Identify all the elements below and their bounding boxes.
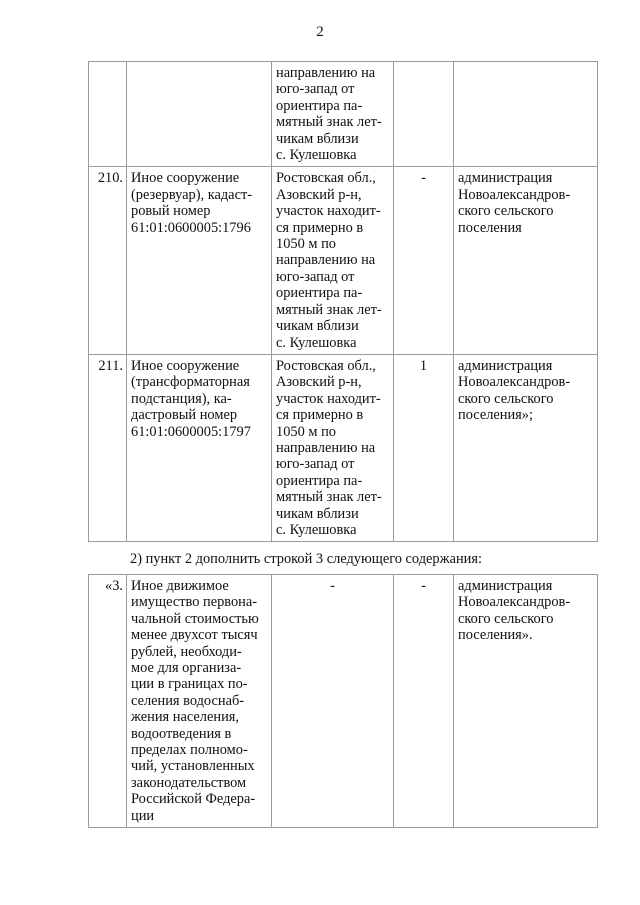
cell-line: 1050 м по [276, 236, 336, 253]
cell-line: направлению на [276, 65, 376, 81]
cell-line: поселения [458, 219, 522, 236]
cell-line: с. Кулешовка [276, 334, 357, 351]
address-cell [272, 167, 394, 354]
cell-line: чий, установленных [131, 758, 255, 775]
property-table-addition [88, 574, 598, 828]
cell-line: направлению на [276, 252, 376, 269]
cell-line: Ростовская обл., [276, 357, 376, 374]
cell-line: ции в границах по- [131, 676, 248, 693]
cell-line: Иное сооружение [131, 357, 240, 374]
cell-line: ции [131, 807, 155, 824]
cell-line: Иное сооружение [131, 170, 240, 187]
cell-line: администрация [458, 578, 553, 594]
cell-line: (трансформаторная [131, 374, 250, 391]
name-cell [127, 62, 272, 167]
row-number-cell [89, 62, 127, 167]
owner-cell [454, 62, 598, 167]
row-number-cell [89, 167, 127, 354]
cell-line: (резервуар), кадаст- [131, 186, 253, 203]
cell-line: юго-запад от [276, 81, 355, 98]
cell-line: Ростовская обл., [276, 170, 376, 187]
cell-line: ориентира па- [276, 472, 363, 489]
owner-cell [454, 167, 598, 354]
cell-line: участок находит- [276, 390, 381, 407]
cell-text: - [421, 170, 426, 187]
cell-line: законодательством [131, 774, 247, 791]
cell-text: «3. [105, 578, 123, 594]
page-number: 2 [316, 24, 324, 40]
cell-line: 61:01:0600005:1796 [131, 219, 251, 236]
cell-line: водоотведения в [131, 725, 232, 742]
property-table [88, 61, 598, 542]
cell-line: чикам вблизи [276, 318, 359, 335]
cell-line: мятный знак лет- [276, 114, 382, 131]
cell-line: Иное движимое [131, 578, 229, 594]
cell-line: Российской Федера- [131, 791, 256, 808]
cell-line: жения населения, [131, 709, 239, 726]
cell-line: юго-запад от [276, 268, 355, 285]
quantity-cell [394, 575, 454, 828]
name-cell [127, 354, 272, 541]
cell-line: имущество первона- [131, 594, 258, 611]
cell-line: ского сельского [458, 390, 554, 407]
cell-line: рублей, необходи- [131, 643, 242, 660]
cell-line: ровый номер [131, 203, 211, 220]
cell-line: Азовский р-н, [276, 374, 362, 391]
table-row [89, 575, 598, 828]
cell-line: 61:01:0600005:1797 [131, 423, 251, 440]
cell-line: с. Кулешовка [276, 147, 357, 164]
name-cell [127, 167, 272, 354]
cell-text: - [421, 578, 426, 594]
address-cell [272, 575, 394, 828]
address-cell [272, 354, 394, 541]
cell-line: Новоалександров- [458, 186, 571, 203]
quantity-cell [394, 354, 454, 541]
cell-text: 211. [98, 357, 123, 374]
cell-line: менее двухсот тысяч [131, 627, 258, 644]
cell-text: 1 [419, 357, 428, 374]
cell-line: ского сельского [458, 203, 554, 220]
cell-line: юго-запад от [276, 456, 355, 473]
cell-line: ся примерно в [276, 219, 364, 236]
cell-line: 1050 м по [276, 423, 336, 440]
cell-line: пределах полномо- [131, 742, 248, 759]
row-number-cell [89, 575, 127, 828]
cell-line: мое для организа- [131, 660, 242, 677]
cell-text: 210. [97, 170, 123, 187]
cell-line: чикам вблизи [276, 505, 359, 522]
cell-line: чальной стоимостью [131, 610, 259, 627]
cell-line: участок находит- [276, 203, 381, 220]
cell-line: направлению на [276, 439, 376, 456]
cell-line: поселения». [458, 627, 533, 644]
row-number-cell [89, 354, 127, 541]
owner-cell [454, 354, 598, 541]
cell-line: ориентира па- [276, 97, 363, 114]
cell-line: Новоалександров- [458, 594, 571, 611]
cell-line: с. Кулешовка [276, 521, 357, 538]
cell-line: ориентира па- [276, 285, 363, 302]
cell-line: подстанция), ка- [131, 390, 232, 407]
cell-line: селения водоснаб- [131, 692, 245, 709]
cell-line: ся примерно в [276, 407, 364, 424]
quantity-cell [394, 167, 454, 354]
name-cell [127, 575, 272, 828]
cell-line: Новоалександров- [458, 374, 571, 391]
cell-line: администрация [458, 170, 553, 187]
cell-line: дастровый номер [131, 407, 238, 424]
cell-line: Азовский р-н, [276, 186, 362, 203]
cell-line: - [330, 578, 335, 594]
table-row [89, 167, 598, 354]
cell-line: чикам вблизи [276, 130, 359, 147]
table-row [89, 62, 598, 167]
cell-line: мятный знак лет- [276, 301, 382, 318]
cell-line: администрация [458, 357, 553, 374]
table-row [89, 354, 598, 541]
amendment-paragraph: 2) пункт 2 дополнить строкой 3 следующего содержания: [130, 551, 482, 567]
cell-line: поселения»; [458, 407, 533, 424]
address-cell [272, 62, 394, 167]
owner-cell [454, 575, 598, 828]
cell-line: ского сельского [458, 610, 554, 627]
quantity-cell [394, 62, 454, 167]
cell-line: мятный знак лет- [276, 489, 382, 506]
